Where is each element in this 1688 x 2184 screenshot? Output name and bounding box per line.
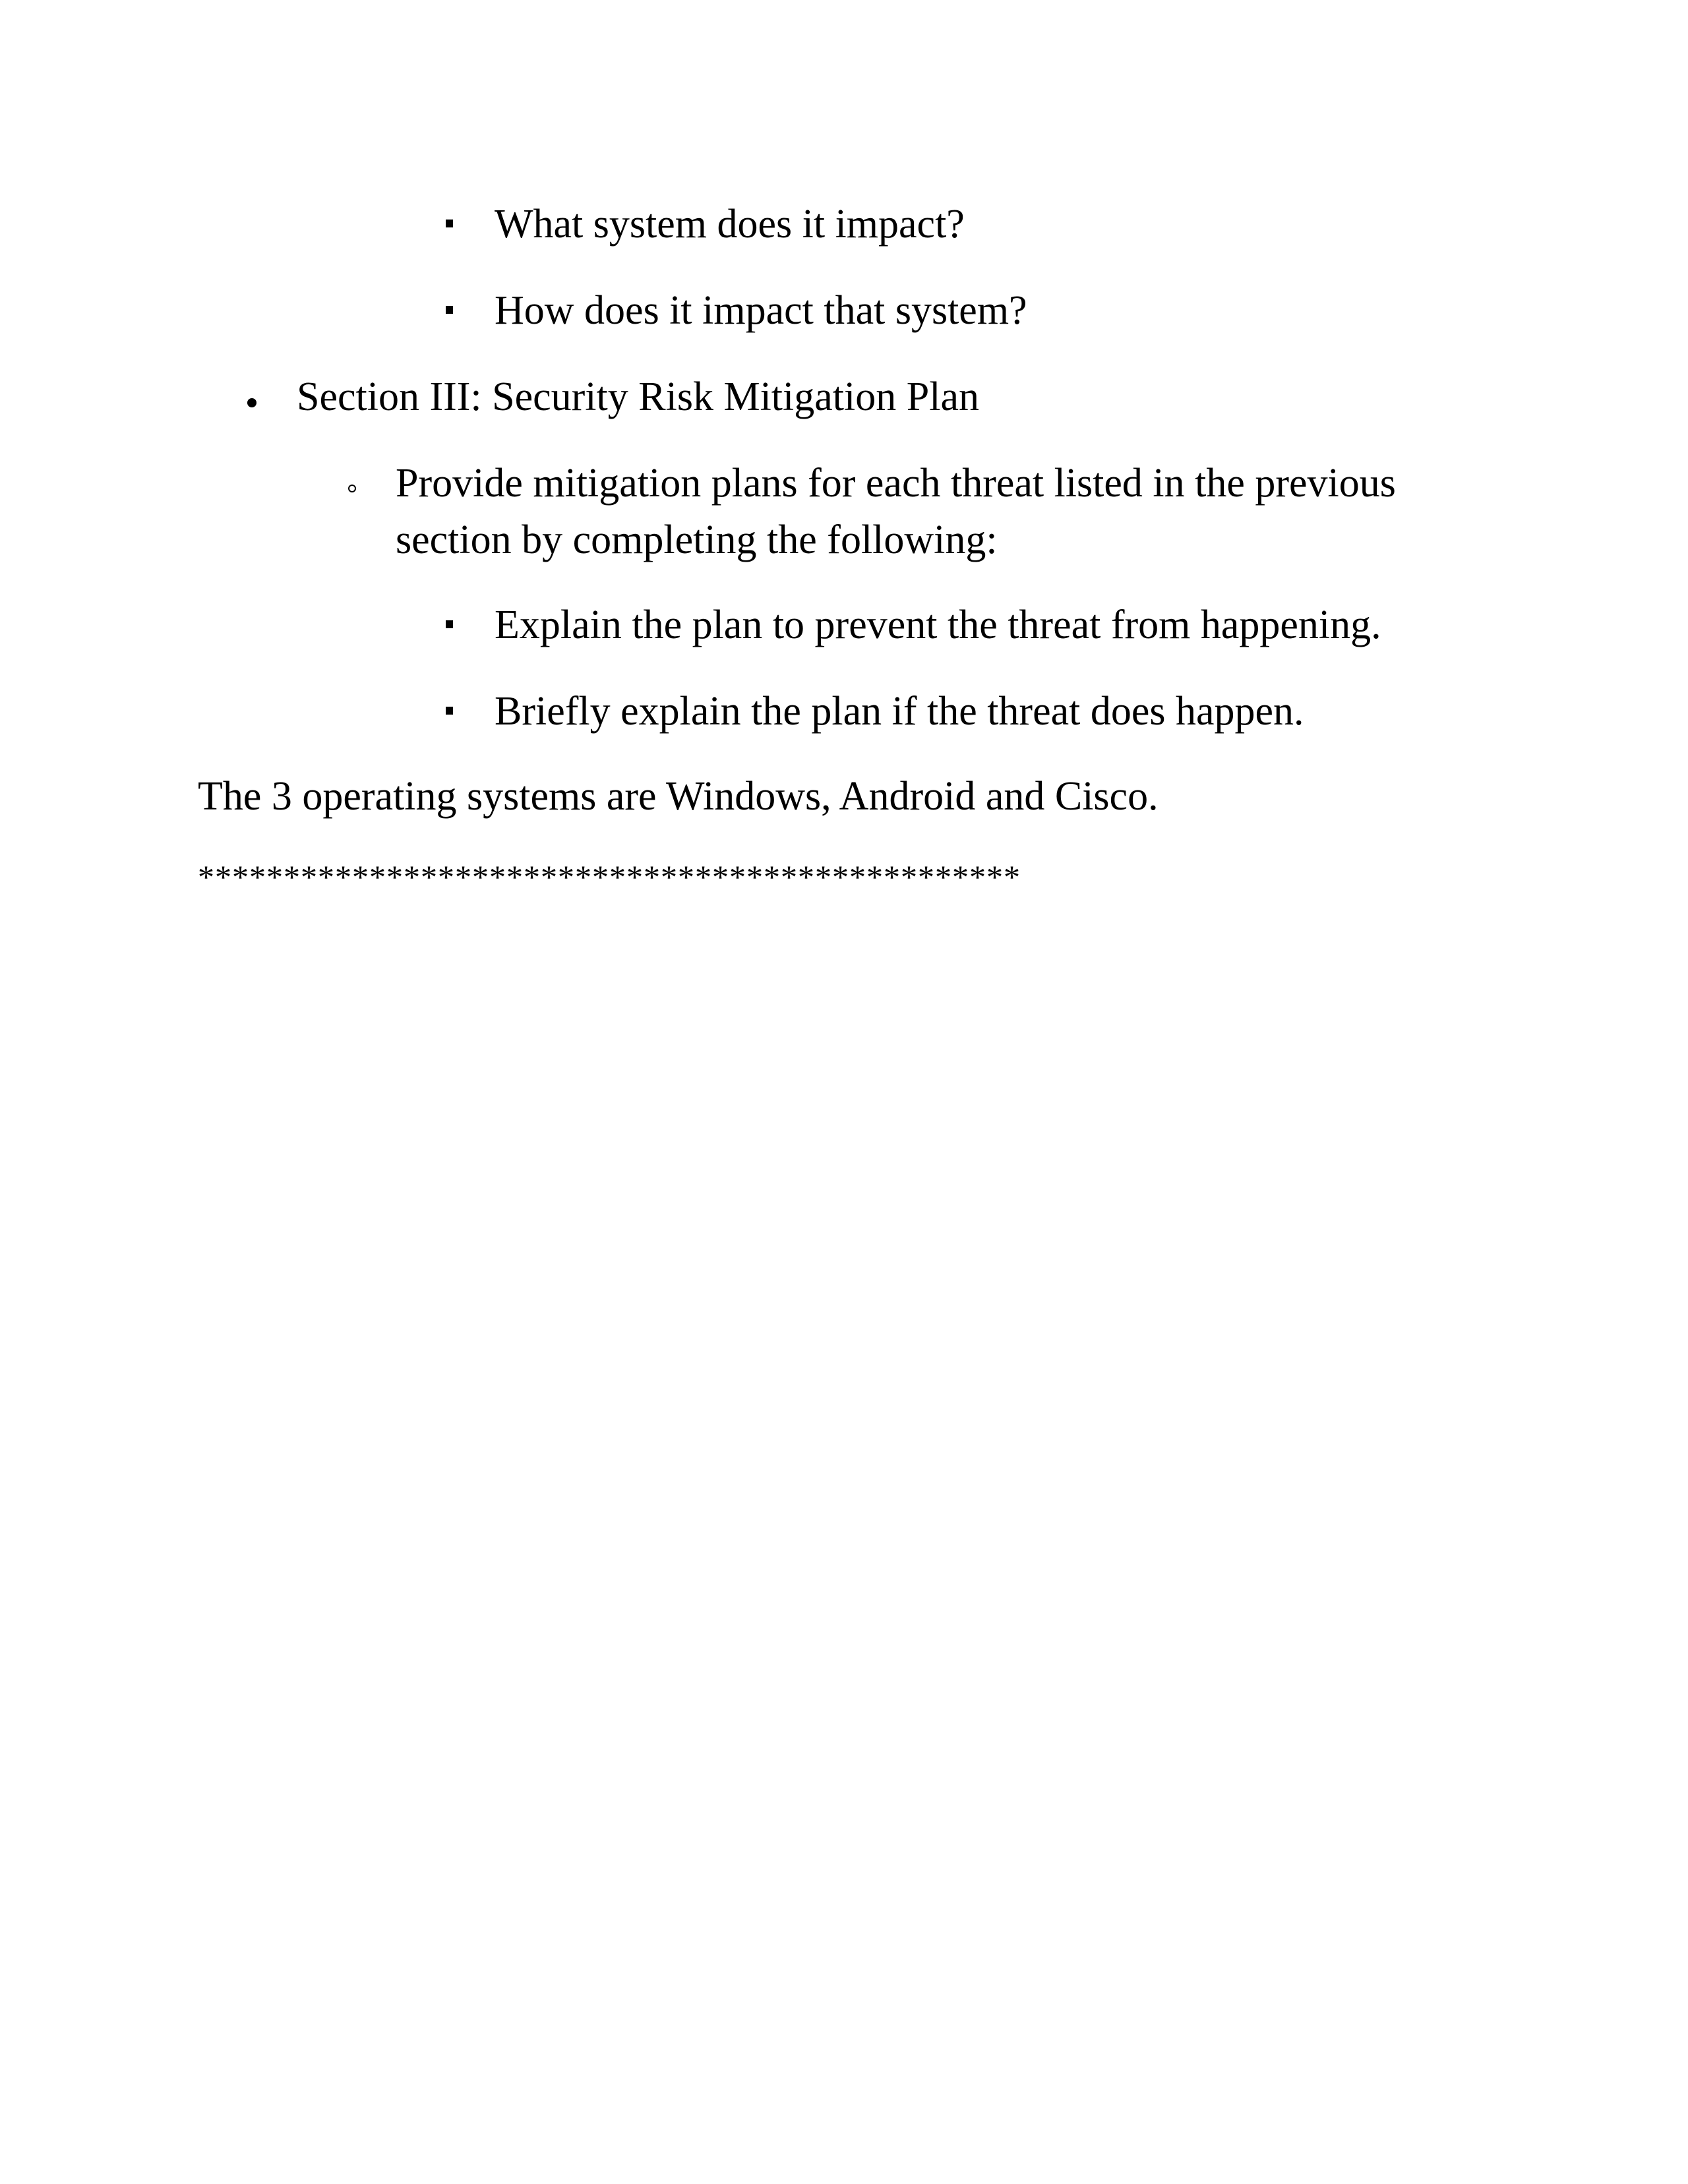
list-item-how-impact: How does it impact that system? bbox=[495, 288, 1027, 333]
asterisk-separator: ************************************************ bbox=[198, 858, 1021, 895]
operating-systems-paragraph: The 3 operating systems are Windows, Android and Cisco. bbox=[198, 774, 1159, 819]
list-item-provide-plans-line1: Provide mitigation plans for each threat listed in the previous bbox=[396, 461, 1396, 506]
list-item-explain-prevent: Explain the plan to prevent the threat from happening. bbox=[495, 603, 1381, 647]
list-item-explain-happen: Briefly explain the plan if the threat does happen. bbox=[495, 689, 1304, 734]
square-bullet-icon bbox=[446, 620, 453, 628]
section-heading: Section III: Security Risk Mitigation Plan bbox=[297, 374, 979, 419]
square-bullet-icon bbox=[446, 220, 453, 227]
list-item-provide-plans-line2: section by completing the following: bbox=[396, 517, 998, 562]
square-bullet-icon bbox=[446, 707, 453, 715]
list-item-what-system: What system does it impact? bbox=[495, 202, 965, 247]
square-bullet-icon bbox=[446, 306, 453, 314]
disc-bullet-icon bbox=[247, 398, 256, 407]
circle-bullet-icon bbox=[348, 485, 356, 492]
